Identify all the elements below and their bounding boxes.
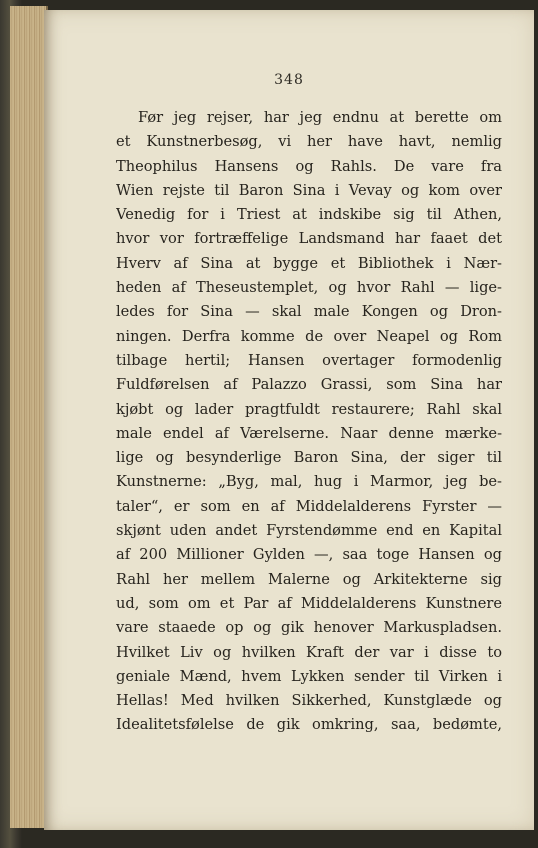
text-line: Hellas! Med hvilken Sikkerhed, Kunstglæde og — [116, 692, 502, 710]
text-line: Theophilus Hansens og Rahls. De vare fra — [116, 157, 502, 175]
page-number: 348 — [274, 72, 304, 88]
text-line: Før jeg rejser, har jeg endnu at berette om — [138, 109, 502, 126]
text-line: et Kunstnerbesøg, vi her have havt, nemlig — [116, 133, 502, 151]
text-line: ledes for Sina — skal male Kongen og Dron- — [116, 303, 502, 321]
book-page — [44, 10, 534, 830]
text-line: Wien rejste til Baron Sina i Vevay og kom over — [116, 181, 502, 199]
text-line: male endel af Værelserne. Naar denne mærke- — [116, 424, 502, 442]
text-line: Venedig for i Triest at indskibe sig til Athen, — [116, 206, 502, 224]
body-text — [116, 106, 502, 738]
text-line: heden af Theseustemplet, og hvor Rahl — lige- — [116, 279, 502, 297]
text-line: taler“, er som en af Middelalderens Fyrster — — [116, 497, 502, 515]
text-line: skjønt uden andet Fyrstendømme end en Kapital — [116, 522, 502, 540]
text-line: lige og besynderlige Baron Sina, der siger til — [116, 449, 502, 467]
text-line: hvor vor fortræffelige Landsmand har faaet det — [116, 230, 502, 248]
text-line: Kunstnerne: „Byg, mal, hug i Marmor, jeg be- — [116, 473, 502, 491]
book-page-edges — [10, 6, 48, 828]
text-line: geniale Mænd, hvem Lykken sender til Virken i — [116, 667, 502, 685]
text-line: vare staaede op og gik henover Markuspladsen. — [116, 619, 502, 637]
text-line: Hvilket Liv og hvilken Kraft der var i disse to — [116, 643, 502, 661]
text-line: Fuldførelsen af Palazzo Grassi, som Sina har — [116, 376, 502, 394]
text-line: tilbage hertil; Hansen overtager formodenlig — [116, 351, 502, 369]
text-line: kjøbt og lader pragtfuldt restaurere; Rahl skal — [116, 400, 502, 418]
text-line: Idealitetsfølelse de gik omkring, saa, bedømte, — [116, 716, 502, 734]
text-line: ningen. Derfra komme de over Neapel og Rom — [116, 327, 502, 345]
text-line: Rahl her mellem Malerne og Arkitekterne sig — [116, 570, 502, 588]
text-line: Hverv af Sina at bygge et Bibliothek i Nær- — [116, 254, 502, 272]
text-line: ud, som om et Par af Middelalderens Kunstnere — [116, 594, 502, 612]
text-line: af 200 Millioner Gylden —, saa toge Hansen og — [116, 546, 502, 564]
